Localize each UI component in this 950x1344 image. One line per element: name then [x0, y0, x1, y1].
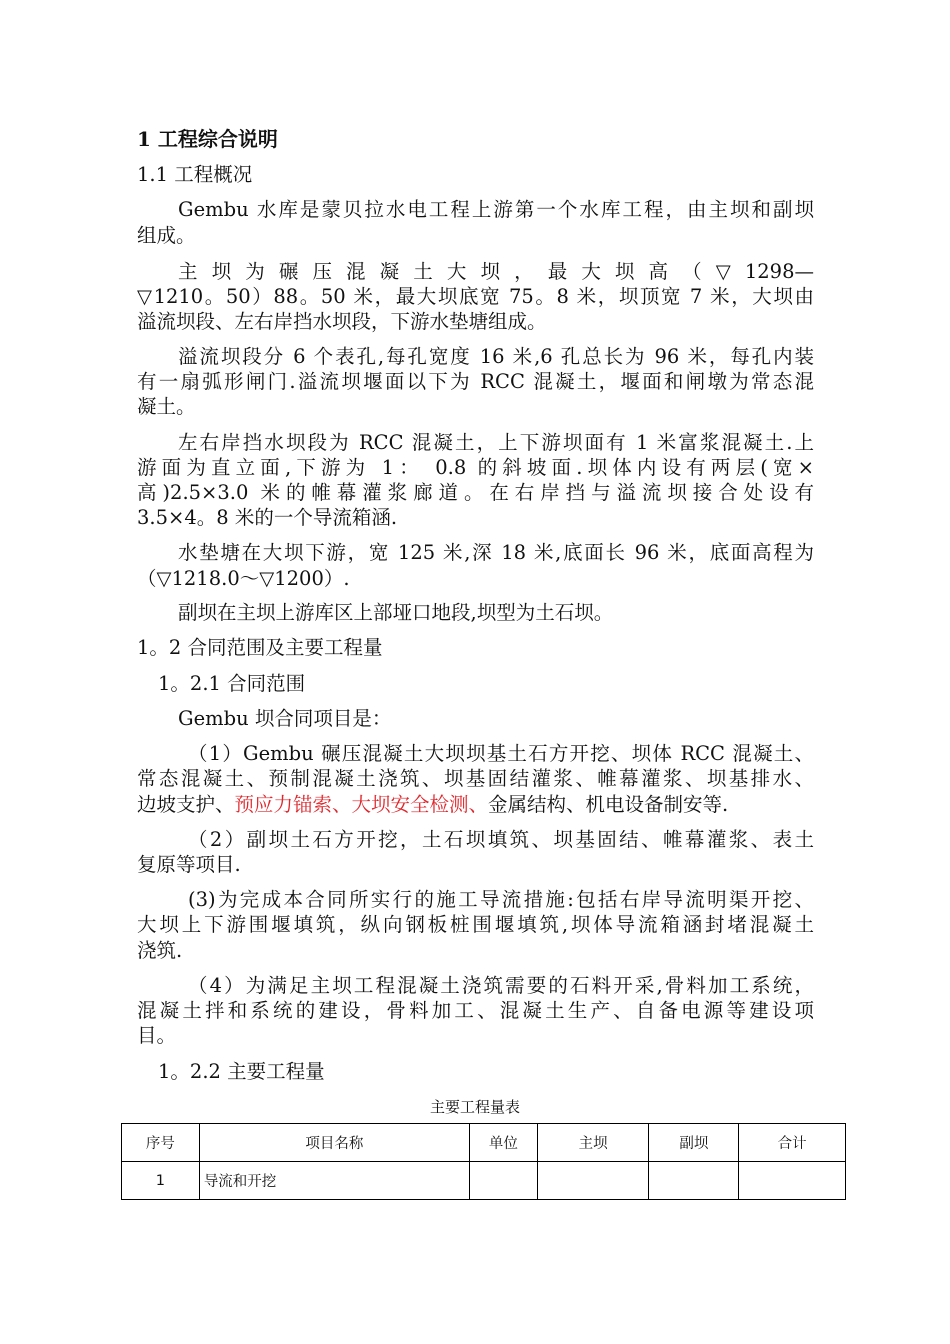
- paragraph-line: Gembu 坝合同项目是：: [178, 707, 392, 730]
- list-item-line: 目。: [137, 1024, 177, 1047]
- table-cell: [537, 1162, 649, 1200]
- list-item-line: 复原等项目.: [137, 853, 241, 876]
- column-header: 合计: [739, 1124, 846, 1162]
- paragraph-line: 游面为直立面,下游为 1： 0.8 的斜坡面.坝体内设有两层(宽×: [137, 456, 814, 479]
- subsection-heading: 1。2 合同范围及主要工程量: [137, 636, 383, 659]
- table-row: [122, 1162, 846, 1200]
- paragraph-line: 凝土。: [137, 395, 196, 418]
- paragraph-line: 溢流坝段、左右岸挡水坝段，下游水垫塘组成。: [137, 310, 547, 333]
- subsubsection-heading: 1。2.1 合同范围: [158, 672, 306, 695]
- highlighted-text: 预应力锚索、大坝安全检测、: [234, 793, 489, 816]
- quantities-table: [121, 1123, 846, 1200]
- list-item-line: （2）副坝土石方开挖，土石坝填筑、坝基固结、帷幕灌浆、表土: [188, 828, 814, 851]
- list-item-line: （1）Gembu 碾压混凝土大坝坝基土石方开挖、坝体 RCC 混凝土、: [188, 742, 814, 765]
- paragraph-line: 高)2.5×3.0 米的帷幕灌浆廊道。在右岸挡与溢流坝接合处设有: [137, 481, 814, 504]
- list-item-line: 常态混凝土、预制混凝土浇筑、坝基固结灌浆、帷幕灌浆、坝基排水、: [137, 767, 814, 790]
- list-item-line: [137, 793, 728, 817]
- paragraph-line: ▽1210。50）88。50 米，最大坝底宽 75。8 米，坝顶宽 7 米，大坝由: [137, 285, 814, 308]
- subsubsection-heading: 1。2.2 主要工程量: [158, 1060, 325, 1083]
- table-cell: [649, 1162, 739, 1200]
- table-cell: [739, 1162, 846, 1200]
- table-cell: 1: [122, 1162, 200, 1200]
- table-caption: 主要工程量表: [429, 1098, 520, 1116]
- text-run: 金属结构、机电设备制安等.: [488, 793, 729, 816]
- list-item-line: 混凝土拌和系统的建设，骨料加工、混凝土生产、自备电源等建设项: [137, 999, 814, 1022]
- list-item-line: 浇筑.: [137, 939, 183, 962]
- column-header: 单位: [469, 1124, 537, 1162]
- subsection-heading: 1.1 工程概况: [137, 163, 253, 186]
- text-run: 边坡支护、: [137, 793, 235, 816]
- list-item-line: （4）为满足主坝工程混凝土浇筑需要的石料开采,骨料加工系统，: [188, 974, 814, 997]
- paragraph-line: （▽1218.0～▽1200）.: [137, 567, 350, 590]
- paragraph-line: 组成。: [137, 224, 196, 247]
- paragraph-line: 主 坝 为 碾 压 混 凝 土 大 坝 ， 最 大 坝 高 （ ▽ 1298—: [178, 260, 814, 283]
- table-header-row: [122, 1124, 846, 1162]
- column-header: 副坝: [649, 1124, 739, 1162]
- paragraph-line: 副坝在主坝上游库区上部垭口地段,坝型为土石坝。: [178, 601, 614, 624]
- paragraph-line: 有一扇弧形闸门.溢流坝堰面以下为 RCC 混凝土，堰面和闸墩为常态混: [137, 370, 814, 393]
- paragraph-line: 溢流坝段分 6 个表孔,每孔宽度 16 米,6 孔总长为 96 米，每孔内装: [178, 345, 814, 368]
- list-item-line: (3)为完成本合同所实行的施工导流措施:包括右岸导流明渠开挖、: [188, 888, 814, 911]
- column-header: 项目名称: [199, 1124, 469, 1162]
- paragraph-line: Gembu 水库是蒙贝拉水电工程上游第一个水库工程，由主坝和副坝: [178, 198, 814, 221]
- paragraph-line: 左右岸挡水坝段为 RCC 混凝土，上下游坝面有 1 米富浆混凝土.上: [178, 431, 814, 454]
- table-cell: [469, 1162, 537, 1200]
- list-item-line: 大坝上下游围堰填筑，纵向钢板桩围堰填筑,坝体导流箱涵封堵混凝土: [137, 913, 814, 936]
- section-heading: 1 工程综合说明: [137, 127, 278, 151]
- column-header: 主坝: [537, 1124, 649, 1162]
- paragraph-line: 水垫塘在大坝下游，宽 125 米,深 18 米,底面长 96 米，底面高程为: [178, 541, 814, 564]
- column-header: 序号: [122, 1124, 200, 1162]
- table-cell: 导流和开挖: [199, 1162, 469, 1200]
- paragraph-line: 3.5×4。8 米的一个导流箱涵.: [137, 506, 398, 529]
